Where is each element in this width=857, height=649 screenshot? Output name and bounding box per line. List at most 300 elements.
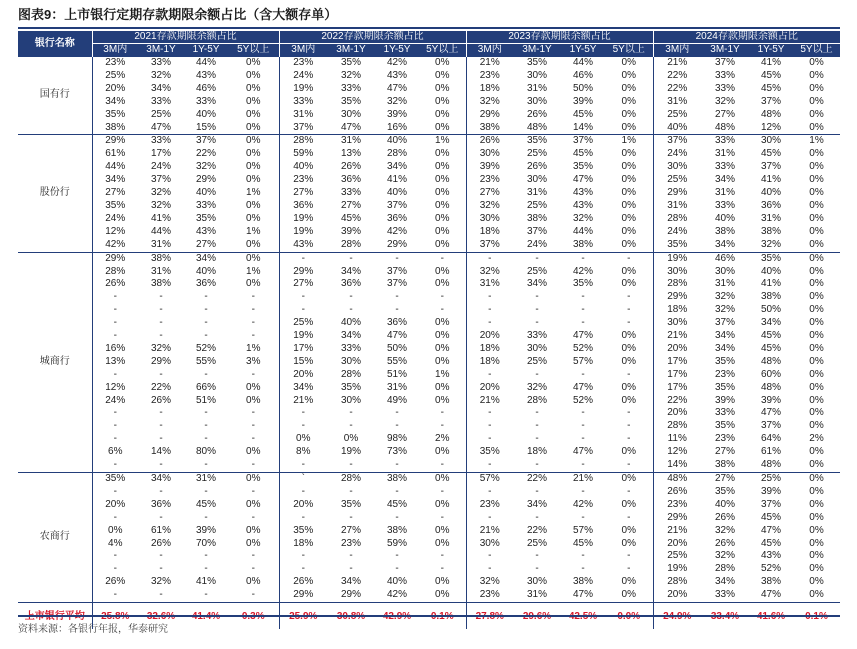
table-cell: 49% xyxy=(386,394,407,406)
table-cell: 18% xyxy=(526,446,547,458)
table-cell: 19% xyxy=(293,225,314,237)
table-cell: 45% xyxy=(386,498,407,510)
table-cell: - xyxy=(581,459,585,471)
table-cell: 29% xyxy=(293,589,314,601)
table-cell: 0% xyxy=(419,239,466,252)
table-cell: 40% xyxy=(195,187,216,199)
table-cell: 32% xyxy=(479,576,500,588)
table-row xyxy=(18,433,840,446)
table-cell: 45% xyxy=(760,148,781,160)
table-cell: 0% xyxy=(419,70,466,83)
table-cell: - xyxy=(581,317,585,329)
table-cell: - xyxy=(301,291,305,303)
table-cell: 0% xyxy=(419,187,466,200)
bottom-rule xyxy=(18,615,840,617)
table-cell: 12% xyxy=(105,381,126,393)
table-cell: 28% xyxy=(327,473,375,486)
table-cell: 0% xyxy=(809,82,824,94)
table-cell: - xyxy=(301,485,305,497)
table-cell: - xyxy=(159,589,163,601)
table-cell: 47% xyxy=(150,121,171,133)
table-cell: 30% xyxy=(667,317,688,329)
subcol-5y-plus: 5Y以上 xyxy=(419,44,466,57)
table-cell: 45% xyxy=(760,69,781,81)
table-cell: 14% xyxy=(667,459,688,471)
table-cell: 0% xyxy=(228,499,279,512)
table-cell: 47% xyxy=(386,82,407,94)
table-cell: 45% xyxy=(760,330,781,342)
table-cell: 37% xyxy=(714,317,735,329)
table-cell: 25% xyxy=(293,317,314,329)
table-cell: 0% xyxy=(605,576,653,589)
table-cell: - xyxy=(488,433,492,445)
table-cell: - xyxy=(204,368,208,380)
table-cell: 24% xyxy=(150,161,171,173)
table-cell: 40% xyxy=(667,121,688,133)
table-cell: 22% xyxy=(513,473,561,486)
table-cell: 25% xyxy=(749,473,793,486)
table-cell: 21% xyxy=(466,57,513,70)
table-cell: 34% xyxy=(386,161,407,173)
year-header-2021: 2021存款期限余额占比 xyxy=(92,31,279,44)
table-cell: 0% xyxy=(809,174,824,186)
table-cell: - xyxy=(204,563,208,575)
table-cell: - xyxy=(204,420,208,432)
table-cell: 20% xyxy=(105,498,126,510)
table-cell: 0% xyxy=(419,576,466,589)
table-cell: - xyxy=(488,511,492,523)
table-row xyxy=(18,538,840,551)
table-cell: 19% xyxy=(293,330,314,342)
table-cell: - xyxy=(327,252,375,265)
table-cell: - xyxy=(159,368,163,380)
table-cell: 0% xyxy=(419,589,466,602)
table-cell: 31% xyxy=(386,381,407,393)
table-cell: - xyxy=(395,304,399,316)
table-cell: 28% xyxy=(667,212,688,224)
table-cell: 33% xyxy=(195,95,216,107)
table-cell: 18% xyxy=(479,225,500,237)
table-cell: - xyxy=(488,485,492,497)
table-cell: 30% xyxy=(340,108,361,120)
table-cell: 43% xyxy=(760,550,781,562)
table-cell: 30% xyxy=(479,537,500,549)
table-cell: 34% xyxy=(714,238,735,250)
table-cell: - xyxy=(113,317,117,329)
table-cell: - xyxy=(605,433,653,446)
table-cell: 0% xyxy=(793,57,840,70)
table-cell: - xyxy=(349,459,353,471)
table-cell: 31% xyxy=(184,473,228,486)
table-cell: - xyxy=(349,304,353,316)
table-row xyxy=(18,174,840,187)
table-cell: 18% xyxy=(479,355,500,367)
table-cell: 32% xyxy=(340,69,361,81)
table-row xyxy=(18,96,840,109)
table-cell: 40% xyxy=(340,317,361,329)
table-cell: 0% xyxy=(809,108,824,120)
table-cell: 0% xyxy=(605,70,653,83)
table-cell: 18% xyxy=(667,304,688,316)
table-cell: 0% xyxy=(605,200,653,213)
table-cell: 41% xyxy=(386,174,407,186)
table-cell: 37% xyxy=(386,265,407,277)
table-cell: - xyxy=(581,511,585,523)
table-cell: - xyxy=(581,407,585,419)
table-cell: 0% xyxy=(605,239,653,252)
table-cell: 59% xyxy=(293,148,314,160)
table-cell: 18% xyxy=(479,82,500,94)
table-cell: 0% xyxy=(419,473,466,486)
table-cell: 45% xyxy=(572,537,593,549)
table-cell: 23% xyxy=(714,433,735,445)
table-cell: - xyxy=(395,291,399,303)
table-cell: 14% xyxy=(150,446,171,458)
subcol-3m-1y: 3M-1Y xyxy=(701,44,749,57)
table-cell: 0% xyxy=(605,538,653,551)
table-cell: 0% xyxy=(419,525,466,538)
table-row xyxy=(18,446,840,459)
table-cell: 0% xyxy=(605,525,653,538)
table-cell: 45% xyxy=(572,148,593,160)
table-cell: 0% xyxy=(809,563,824,575)
table-cell: - xyxy=(488,317,492,329)
header-row-years xyxy=(18,31,840,44)
table-cell: 0% xyxy=(809,265,824,277)
table-cell: 3% xyxy=(228,356,279,369)
table-cell: 40% xyxy=(195,265,216,277)
table-cell: 34% xyxy=(714,330,735,342)
table-cell: - xyxy=(228,589,279,602)
table-cell: 47% xyxy=(386,330,407,342)
table-cell: 0% xyxy=(809,278,824,290)
table-cell: - xyxy=(488,420,492,432)
table-cell: 59% xyxy=(386,537,407,549)
table-cell: 45% xyxy=(760,537,781,549)
table-cell: 47% xyxy=(572,446,593,458)
table-cell: - xyxy=(204,317,208,329)
table-cell: 32% xyxy=(195,161,216,173)
table-cell: 45% xyxy=(572,108,593,120)
table-cell: 40% xyxy=(714,498,735,510)
table-cell: 45% xyxy=(340,212,361,224)
table-cell: 35% xyxy=(340,498,361,510)
table-cell: 48% xyxy=(653,473,701,486)
table-cell: 19% xyxy=(667,563,688,575)
table-cell: 0% xyxy=(419,317,466,330)
table-cell: 33% xyxy=(340,342,361,354)
table-cell: - xyxy=(113,511,117,523)
table-cell: - xyxy=(605,291,653,304)
source-note: 资料来源：各银行年报，华泰研究 xyxy=(18,624,168,635)
table-cell: 0% xyxy=(605,174,653,187)
table-cell: 33% xyxy=(714,82,735,94)
table-cell: 31% xyxy=(714,148,735,160)
table-cell: 52% xyxy=(572,394,593,406)
table-cell: - xyxy=(419,304,466,317)
table-cell: 17% xyxy=(293,342,314,354)
table-cell: 39% xyxy=(714,394,735,406)
table-cell: 21% xyxy=(561,473,605,486)
year-header-2022: 2022存款期限余额占比 xyxy=(279,31,466,44)
table-cell: 42% xyxy=(386,225,407,237)
table-cell: 32% xyxy=(479,265,500,277)
table-cell: - xyxy=(301,407,305,419)
table-cell: 23% xyxy=(92,57,138,70)
table-cell: 70% xyxy=(195,537,216,549)
table-cell: - xyxy=(113,420,117,432)
table-cell: 0% xyxy=(809,576,824,588)
table-row xyxy=(18,109,840,122)
table-cell: 23% xyxy=(293,174,314,186)
table-cell: 41% xyxy=(195,576,216,588)
table-cell: 22% xyxy=(150,381,171,393)
table-cell: - xyxy=(228,369,279,382)
table-cell: 24% xyxy=(293,69,314,81)
table-cell: 34% xyxy=(714,174,735,186)
table-cell: - xyxy=(159,330,163,342)
table-cell: - xyxy=(159,317,163,329)
table-cell: 61% xyxy=(105,148,126,160)
table-cell: 0% xyxy=(228,200,279,213)
table-cell: - xyxy=(228,550,279,563)
table-cell: 0% xyxy=(419,446,466,459)
table-cell: 0% xyxy=(809,511,824,523)
table-cell: - xyxy=(605,486,653,499)
table-cell: 0% xyxy=(605,109,653,122)
table-cell: 47% xyxy=(760,589,781,601)
table-cell: 18% xyxy=(479,342,500,354)
table-cell: 33% xyxy=(526,330,547,342)
table-cell: - xyxy=(204,485,208,497)
table-cell: - xyxy=(349,485,353,497)
table-cell: 28% xyxy=(714,563,735,575)
table-cell: 37% xyxy=(293,121,314,133)
bank-group-label: 股份行 xyxy=(18,135,92,252)
table-cell: 0% xyxy=(809,330,824,342)
table-cell: 0% xyxy=(108,524,123,536)
table-cell: 0% xyxy=(605,278,653,291)
table-row xyxy=(18,161,840,174)
table-cell: 0% xyxy=(809,537,824,549)
table-cell: - xyxy=(159,420,163,432)
table-cell: - xyxy=(113,563,117,575)
table-row xyxy=(18,486,840,499)
table-cell: 33% xyxy=(714,161,735,173)
table-cell: 23% xyxy=(714,368,735,380)
table-cell: 6% xyxy=(108,446,123,458)
table-cell: - xyxy=(581,550,585,562)
table-cell: - xyxy=(301,550,305,562)
table-cell: 48% xyxy=(760,381,781,393)
table-cell: 28% xyxy=(667,278,688,290)
table-cell: 30% xyxy=(340,394,361,406)
table-cell: 38% xyxy=(526,212,547,224)
table-cell: 35% xyxy=(513,135,561,148)
table-cell: 44% xyxy=(150,225,171,237)
table-cell: 41% xyxy=(760,278,781,290)
table-cell: - xyxy=(488,563,492,575)
table-cell: 32% xyxy=(760,238,781,250)
table-cell: 32% xyxy=(150,199,171,211)
table-cell: 33% xyxy=(195,199,216,211)
table-cell: 33% xyxy=(138,57,184,70)
table-cell: - xyxy=(605,420,653,433)
table-cell: 16% xyxy=(105,342,126,354)
table-cell: 34% xyxy=(526,278,547,290)
table-cell: 35% xyxy=(340,95,361,107)
table-cell: - xyxy=(204,550,208,562)
table-cell: 29% xyxy=(340,589,361,601)
table-cell: 39% xyxy=(760,485,781,497)
table-cell: 27% xyxy=(479,187,500,199)
table-cell: 18% xyxy=(293,537,314,549)
table-cell: 25% xyxy=(526,148,547,160)
table-cell: 31% xyxy=(327,135,375,148)
table-cell: 20% xyxy=(293,498,314,510)
table-cell: 0% xyxy=(419,330,466,343)
table-cell: 0% xyxy=(419,148,466,161)
table-cell: - xyxy=(301,459,305,471)
table-cell: 36% xyxy=(386,317,407,329)
table-cell: 34% xyxy=(150,82,171,94)
table-cell: 17% xyxy=(667,381,688,393)
table-cell: 40% xyxy=(195,108,216,120)
table-row xyxy=(18,226,840,239)
table-cell: 35% xyxy=(479,446,500,458)
table-cell: 51% xyxy=(386,368,407,380)
table-cell: 0% xyxy=(809,238,824,250)
table-cell: 45% xyxy=(195,498,216,510)
table-cell: 46% xyxy=(701,252,749,265)
table-cell: 52% xyxy=(195,342,216,354)
table-cell: - xyxy=(513,252,561,265)
table-cell: 36% xyxy=(150,498,171,510)
table-cell: 35% xyxy=(714,355,735,367)
table-cell: 0% xyxy=(228,148,279,161)
table-cell: 1% xyxy=(605,135,653,148)
table-cell: 32% xyxy=(150,187,171,199)
table-cell: 50% xyxy=(386,342,407,354)
table-cell: 24% xyxy=(667,148,688,160)
table-cell: 0% xyxy=(809,95,824,107)
table-cell: 34% xyxy=(105,95,126,107)
table-cell: 50% xyxy=(572,82,593,94)
table-cell: - xyxy=(581,485,585,497)
table-cell: - xyxy=(395,563,399,575)
table-cell: 0% xyxy=(419,343,466,356)
table-cell: 0% xyxy=(228,395,279,408)
table-row xyxy=(18,148,840,161)
table-cell: 0% xyxy=(228,382,279,395)
table-cell: 50% xyxy=(760,304,781,316)
table-cell: 20% xyxy=(667,342,688,354)
table-cell: - xyxy=(535,550,539,562)
table-cell: 0% xyxy=(605,446,653,459)
table-cell: 0% xyxy=(809,446,824,458)
table-cell: - xyxy=(419,550,466,563)
table-cell: 0% xyxy=(419,395,466,408)
table-cell: 0% xyxy=(228,525,279,538)
table-row xyxy=(18,70,840,83)
table-cell: 28% xyxy=(340,368,361,380)
table-cell: 45% xyxy=(760,82,781,94)
table-cell: - xyxy=(113,330,117,342)
table-cell: - xyxy=(395,511,399,523)
table-cell: 0% xyxy=(228,174,279,187)
table-cell: - xyxy=(535,317,539,329)
table-cell: 30% xyxy=(479,148,500,160)
table-cell: 0% xyxy=(419,499,466,512)
table-cell: 36% xyxy=(340,174,361,186)
table-cell: 25% xyxy=(150,108,171,120)
table-cell: - xyxy=(581,291,585,303)
table-cell: 32% xyxy=(572,212,593,224)
table-cell: - xyxy=(395,485,399,497)
table-cell: - xyxy=(395,550,399,562)
table-cell: - xyxy=(419,291,466,304)
table-cell: 28% xyxy=(667,420,688,432)
table-cell: - xyxy=(466,252,513,265)
table-cell: 42% xyxy=(386,589,407,601)
table-cell: 38% xyxy=(375,473,419,486)
table-cell: 35% xyxy=(572,161,593,173)
table-row xyxy=(18,420,840,433)
table-cell: 66% xyxy=(195,381,216,393)
table-cell: - xyxy=(204,459,208,471)
table-cell: 0% xyxy=(605,213,653,226)
table-cell: 31% xyxy=(667,95,688,107)
table-cell: 30% xyxy=(479,212,500,224)
table-cell: - xyxy=(605,512,653,525)
table-cell: 0% xyxy=(605,57,653,70)
table-cell: 28% xyxy=(667,576,688,588)
table-cell: 0% xyxy=(809,225,824,237)
subcol-3m-1y: 3M-1Y xyxy=(138,44,184,57)
table-cell: 30% xyxy=(526,576,547,588)
table-cell: 37% xyxy=(386,199,407,211)
subcol-5y-plus: 5Y以上 xyxy=(228,44,279,57)
table-cell: 26% xyxy=(293,576,314,588)
table-cell: 37% xyxy=(653,135,701,148)
table-cell: 40% xyxy=(760,265,781,277)
table-cell: 16% xyxy=(386,121,407,133)
table-cell: 34% xyxy=(714,342,735,354)
table-cell: - xyxy=(301,511,305,523)
table-cell: - xyxy=(301,304,305,316)
table-cell: - xyxy=(535,420,539,432)
table-cell: - xyxy=(159,407,163,419)
table-cell: 0% xyxy=(605,382,653,395)
table-cell: - xyxy=(113,368,117,380)
table-cell: 0% xyxy=(605,499,653,512)
table-cell: 38% xyxy=(760,576,781,588)
table-cell: 32% xyxy=(714,95,735,107)
table-cell: 37% xyxy=(701,57,749,70)
table-row xyxy=(18,576,840,589)
table-cell: 0% xyxy=(809,459,824,471)
table-cell: 27% xyxy=(340,199,361,211)
table-cell: 12% xyxy=(760,121,781,133)
table-cell: 38% xyxy=(572,238,593,250)
table-cell: 40% xyxy=(760,187,781,199)
table-cell: 1% xyxy=(419,135,466,148)
table-cell: - xyxy=(113,433,117,445)
table-cell: 0% xyxy=(809,524,824,536)
table-cell: - xyxy=(581,433,585,445)
table-cell: 0% xyxy=(809,212,824,224)
table-cell: 0% xyxy=(228,538,279,551)
